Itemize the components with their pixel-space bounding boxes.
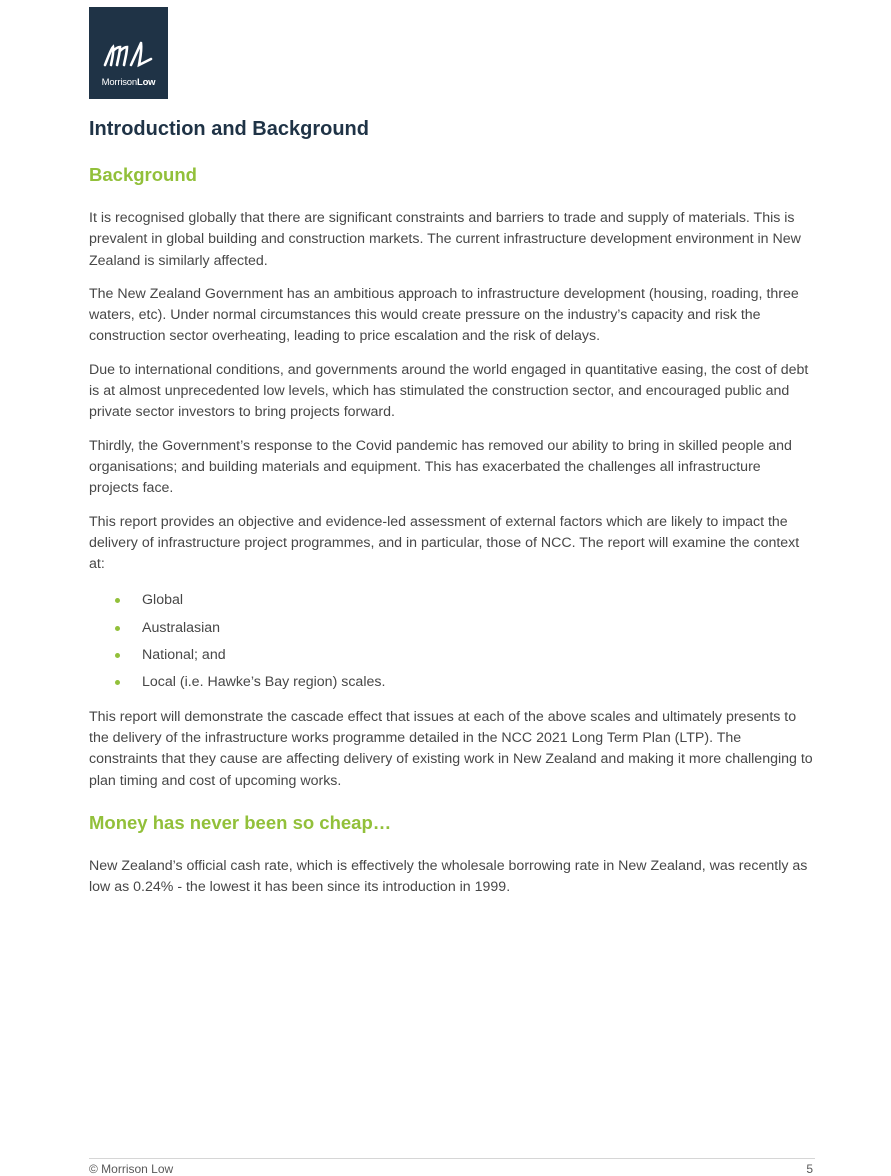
list-item: Global xyxy=(89,587,813,614)
bullet-icon xyxy=(115,626,120,631)
bullet-icon xyxy=(115,598,120,603)
section-heading-background: Background xyxy=(89,164,197,185)
logo-wordmark: MorrisonLow xyxy=(101,77,156,88)
page-title: Introduction and Background xyxy=(89,118,369,140)
paragraph: It is recognised globally that there are significant constraints and barriers to trade and supply of materials. This is prevalent in global building and construction markets. The current infrastructure development environment in New Zealand is similarly affected. xyxy=(89,210,801,269)
morrison-low-logo xyxy=(89,7,168,99)
page-content xyxy=(89,115,813,910)
paragraph: Thirdly, the Government’s response to the Covid pandemic has removed our ability to bring in skilled people and organisations; and building materials and equipment. This has exacerbated the challenges all infrastructure projects face. xyxy=(89,437,792,497)
list-item: Australasian xyxy=(89,615,813,642)
ml-monogram-icon xyxy=(101,35,156,71)
page-number: 5 xyxy=(806,1162,813,1176)
paragraph: This report provides an objective and evidence-led assessment of external factors which are likely to impact the delivery of infrastructure project programmes, and in particular, those of NCC. The report will examine the context at: xyxy=(89,513,800,573)
bullet-icon xyxy=(115,653,120,658)
footer-divider xyxy=(89,1158,815,1159)
list-item: Local (i.e. Hawke’s Bay region) scales. xyxy=(89,669,813,696)
paragraph: This report will demonstrate the cascade effect that issues at each of the above scales and ultimately presents to the delivery of the infrastructure works programme detailed in the NCC 2021 Long Term Plan (LTP). The constraints that they cause are affecting delivery of existing work in New Zealand and making it more challenging to plan timing and cost of upcoming works. xyxy=(89,708,813,789)
paragraph: New Zealand’s official cash rate, which is effectively the wholesale borrowing rate in New Zealand, was recently as low as 0.24% - the lowest it has been since its introduction in 1999. xyxy=(89,857,808,896)
paragraph: Due to international conditions, and governments around the world engaged in quantitative easing, the cost of debt is at almost unprecedented low levels, which has stimulated the construction sector, and encouraged public and private sector investors to bring projects forward. xyxy=(89,361,809,421)
paragraph: The New Zealand Government has an ambitious approach to infrastructure development (housing, roading, three waters, etc). Under normal circumstances this would create pressure on the industry’s capacity and risk the construction sector overheating, leading to price escalation and the risk of delays. xyxy=(89,285,799,345)
footer-copyright: © Morrison Low xyxy=(89,1162,174,1176)
scale-bullet-list xyxy=(89,587,813,696)
section-heading-money: Money has never been so cheap… xyxy=(89,811,392,833)
bullet-icon xyxy=(115,680,120,685)
list-item: National; and xyxy=(89,642,813,669)
